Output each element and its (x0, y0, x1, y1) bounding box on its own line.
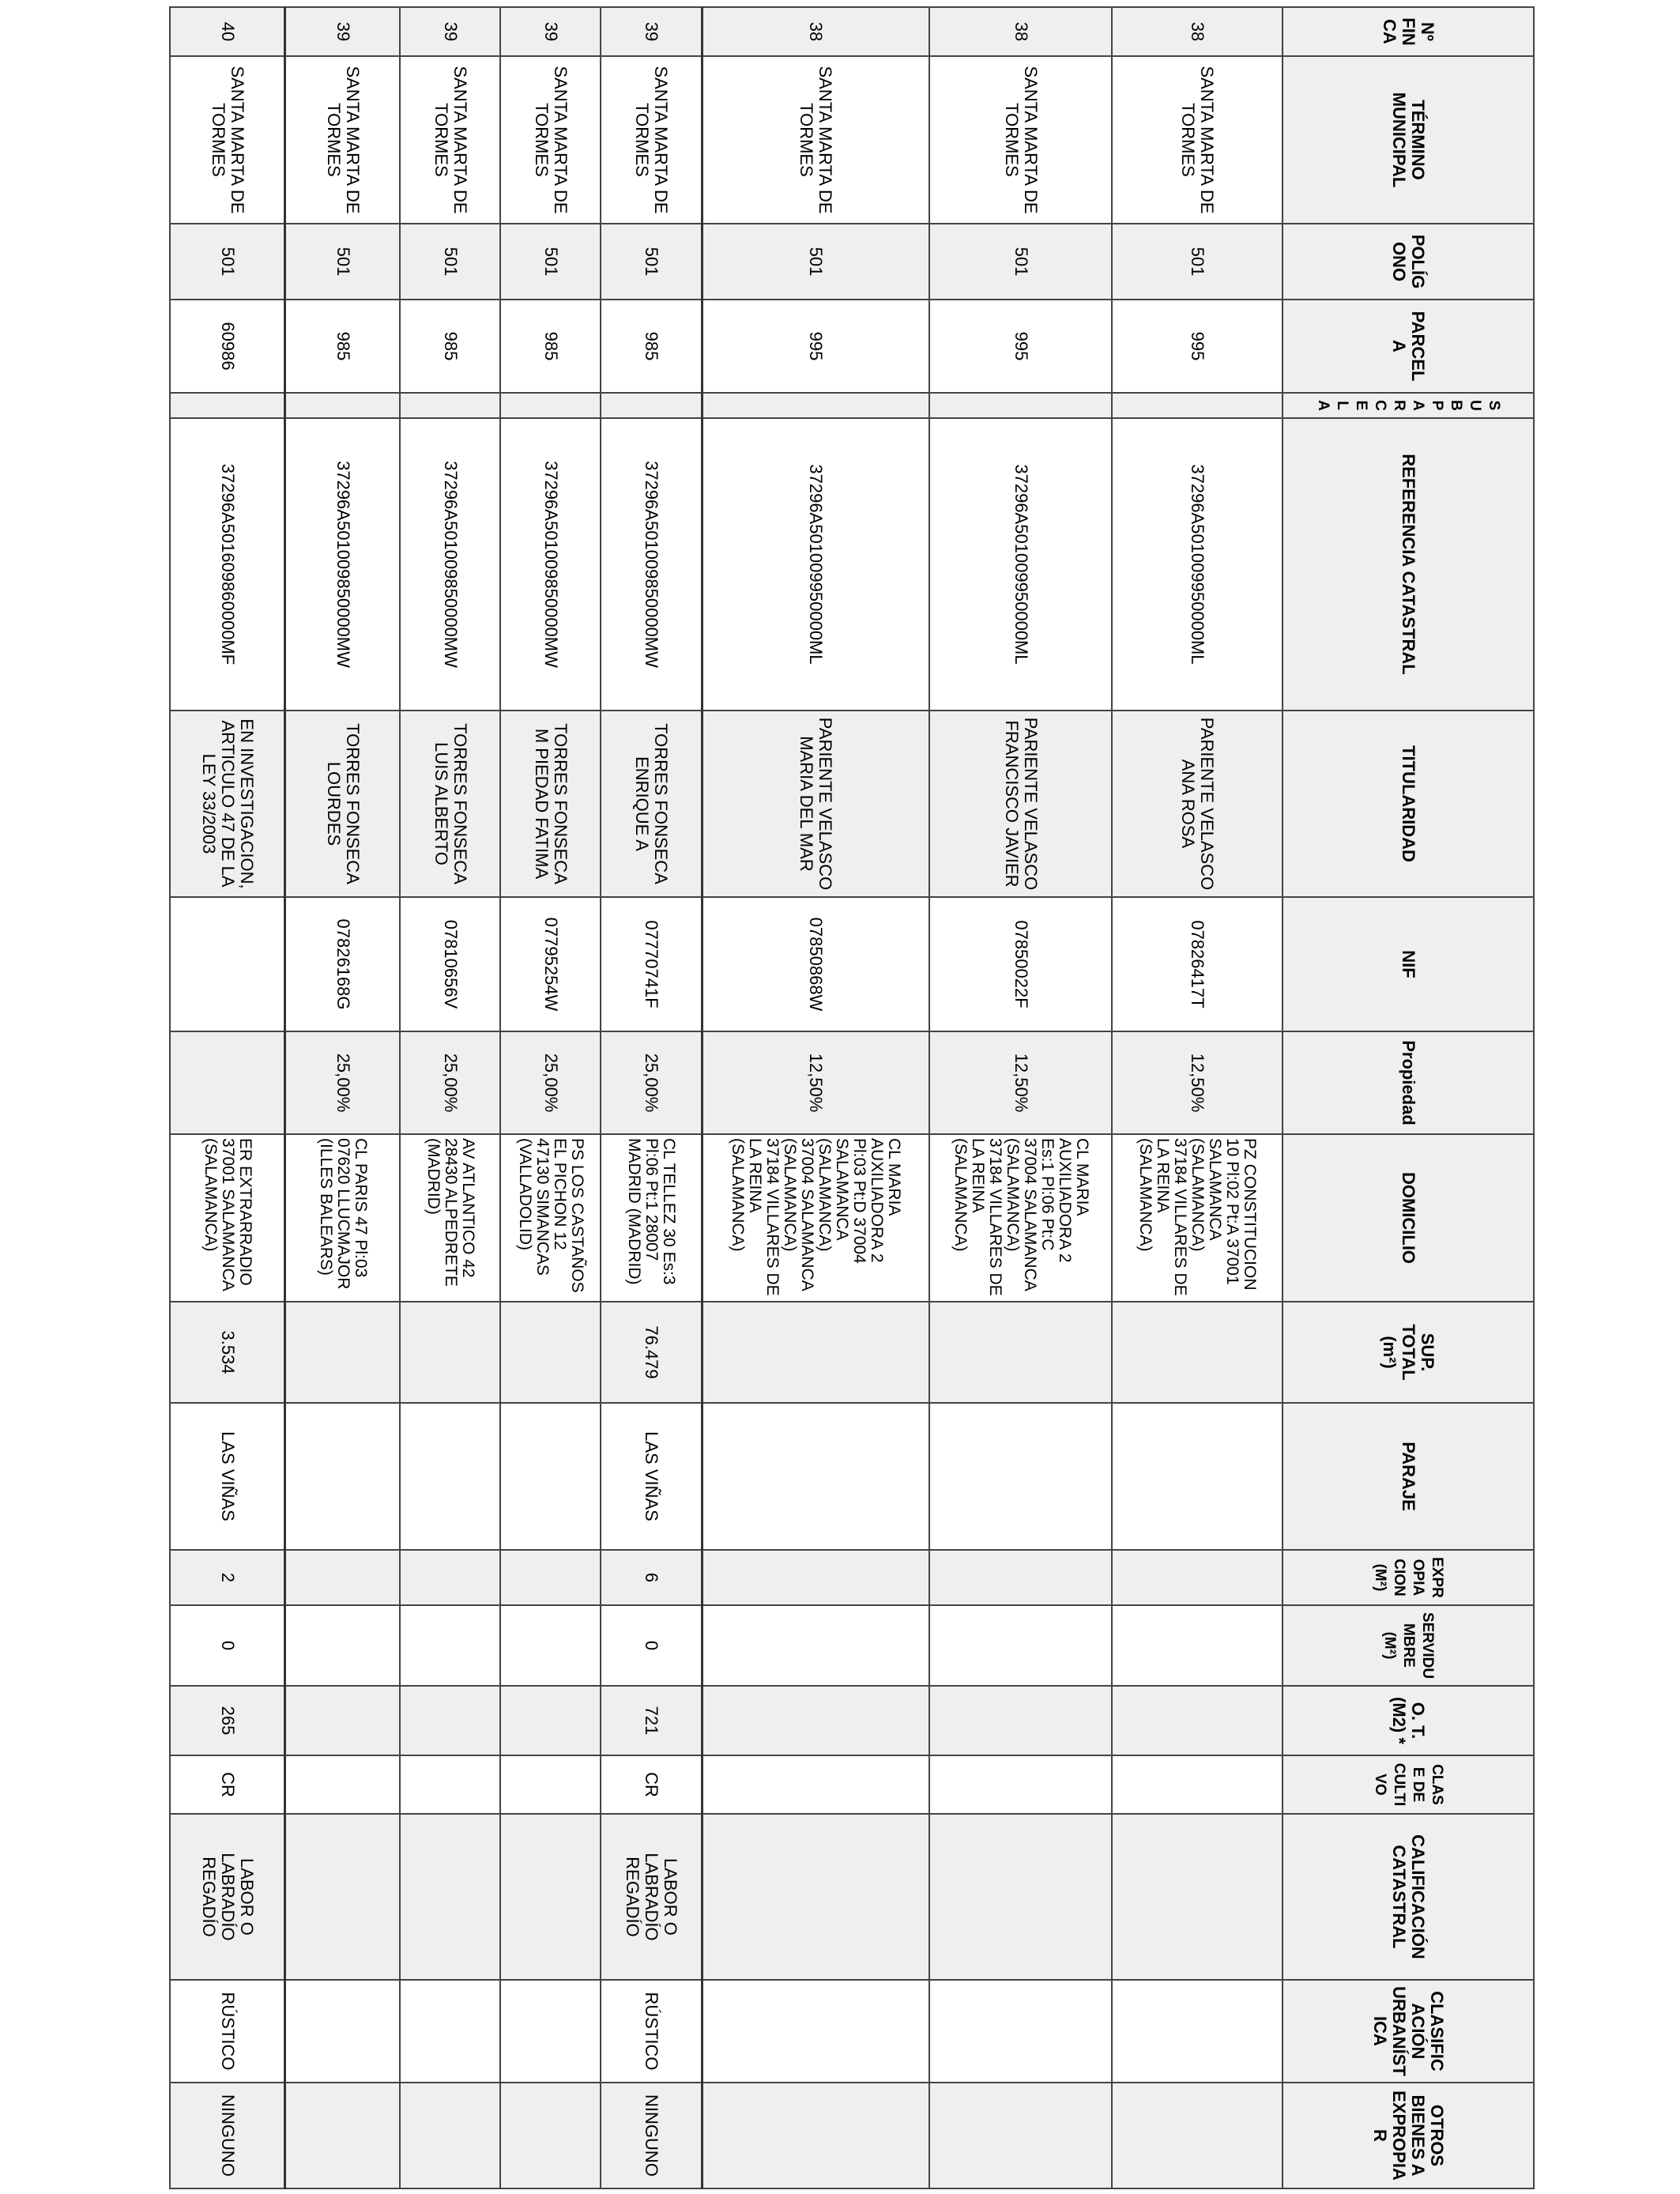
cell-clase-cultivo: CR (170, 1755, 285, 1814)
cell-termino: SANTA MARTA DE TORMES (929, 56, 1112, 224)
cell-paraje (929, 1403, 1112, 1550)
cell-servidumbre: 0 (601, 1605, 702, 1686)
cell-servidumbre: 0 (170, 1605, 285, 1686)
cell-clasificacion (285, 1980, 401, 2083)
cell-subparcela (601, 393, 702, 418)
cell-clasificacion (500, 1980, 601, 2083)
header-subparcela: SUBPARCELA (1283, 393, 1534, 418)
cell-calificacion (500, 1814, 601, 1980)
cell-propiedad: 25,00% (285, 1031, 401, 1134)
cell-otros-bienes (500, 2083, 601, 2188)
cell-finca: 38 (702, 7, 929, 56)
cell-clasificacion: RÚSTICO (601, 1980, 702, 2083)
cell-poligono: 501 (500, 224, 601, 300)
cell-poligono: 501 (702, 224, 929, 300)
cell-referencia: 37296A501009950000ML (929, 418, 1112, 711)
cell-expropiacion (500, 1550, 601, 1605)
table-row (400, 7, 500, 2188)
cell-expropiacion: 6 (601, 1550, 702, 1605)
cell-propiedad: 12,50% (1112, 1031, 1283, 1134)
cell-clase-cultivo: CR (601, 1755, 702, 1814)
cell-nif: 07850022F (929, 897, 1112, 1031)
cell-titularidad: TORRES FONSECA ENRIQUE A (601, 711, 702, 897)
cell-termino: SANTA MARTA DE TORMES (285, 56, 401, 224)
cell-sup-total (400, 1302, 500, 1403)
header-sup-total: SUP. TOTAL (m²) (1283, 1302, 1534, 1403)
cell-clase-cultivo (1112, 1755, 1283, 1814)
cell-termino: SANTA MARTA DE TORMES (170, 56, 285, 224)
table-row (170, 7, 285, 2188)
cell-referencia: 37296A501009850000MW (400, 418, 500, 711)
cell-poligono: 501 (285, 224, 401, 300)
expropiation-table (169, 6, 1535, 2189)
cell-otros-bienes (285, 2083, 401, 2188)
cell-domicilio: CL MARIA AUXILIADORA 2 Pl:03 Pt:D 37004 SALAMANCA (SALAMANCA) 37004 SALAMANCA (SALAMANCA) 37184 VILLARES DE LA REINA (SALAMANCA) (702, 1134, 929, 1302)
header-otros-bienes: OTROS BIENES A EXPROPIAR (1283, 2083, 1534, 2188)
cell-subparcela (702, 393, 929, 418)
cell-ot (702, 1686, 929, 1755)
header-servidumbre: SERVIDUMBRE (M²) (1283, 1605, 1534, 1686)
cell-sup-total (1112, 1302, 1283, 1403)
cell-ot: 265 (170, 1686, 285, 1755)
table-row (702, 7, 929, 2188)
table-body (170, 7, 1534, 2188)
cell-ot (285, 1686, 401, 1755)
cell-nif: 07810656V (400, 897, 500, 1031)
cell-referencia: 37296A501009850000MW (601, 418, 702, 711)
cell-paraje (1112, 1403, 1283, 1550)
cell-subparcela (170, 393, 285, 418)
cell-propiedad (170, 1031, 285, 1134)
cell-expropiacion: 2 (170, 1550, 285, 1605)
header-titularidad: TITULARIDAD (1283, 711, 1534, 897)
cell-clase-cultivo (702, 1755, 929, 1814)
table-row (500, 7, 601, 2188)
cell-finca: 40 (170, 7, 285, 56)
cell-ot (400, 1686, 500, 1755)
cell-propiedad: 12,50% (702, 1031, 929, 1134)
cell-paraje (400, 1403, 500, 1550)
header-clase-cultivo: CLASE DE CULTIVO (1283, 1755, 1534, 1814)
table-row (929, 7, 1112, 2188)
cell-clase-cultivo (929, 1755, 1112, 1814)
cell-subparcela (500, 393, 601, 418)
table-row (1112, 7, 1283, 2188)
cell-paraje: LAS VIÑAS (601, 1403, 702, 1550)
cell-titularidad: TORRES FONSECA LOURDES (285, 711, 401, 897)
header-clasificacion: CLASIFICACIÓN URBANÍSTICA (1283, 1980, 1534, 2083)
cell-sup-total (500, 1302, 601, 1403)
cell-sup-total (285, 1302, 401, 1403)
cell-subparcela (285, 393, 401, 418)
cell-referencia: 37296A501009950000ML (702, 418, 929, 711)
cell-otros-bienes: NINGUNO (170, 2083, 285, 2188)
cell-nif: 07826168G (285, 897, 401, 1031)
cell-otros-bienes (702, 2083, 929, 2188)
cell-servidumbre (929, 1605, 1112, 1686)
cell-poligono: 501 (601, 224, 702, 300)
table-row (285, 7, 401, 2188)
cell-domicilio: CL MARIA AUXILIADORA 2 Es:1 Pl:06 Pt:C 37004 SALAMANCA (SALAMANCA) 37184 VILLARES DE LA REINA (SALAMANCA) (929, 1134, 1112, 1302)
cell-servidumbre (1112, 1605, 1283, 1686)
cell-otros-bienes: NINGUNO (601, 2083, 702, 2188)
header-row (1283, 7, 1534, 2188)
cell-expropiacion (702, 1550, 929, 1605)
cell-poligono: 501 (929, 224, 1112, 300)
header-expropiacion: EXPROPIACION (M²) (1283, 1550, 1534, 1605)
cell-expropiacion (285, 1550, 401, 1605)
cell-termino: SANTA MARTA DE TORMES (601, 56, 702, 224)
cell-clasificacion: RÚSTICO (170, 1980, 285, 2083)
cell-ot (1112, 1686, 1283, 1755)
cell-finca: 39 (500, 7, 601, 56)
cell-parcela: 985 (601, 300, 702, 393)
cell-domicilio: ER EXTRARRADIO 37001 SALAMANCA (SALAMANCA) (170, 1134, 285, 1302)
cell-termino: SANTA MARTA DE TORMES (1112, 56, 1283, 224)
cell-termino: SANTA MARTA DE TORMES (400, 56, 500, 224)
cell-subparcela (1112, 393, 1283, 418)
cell-subparcela (929, 393, 1112, 418)
header-parcela: PARCELA (1283, 300, 1534, 393)
cell-nif: 07770741F (601, 897, 702, 1031)
header-nif: NIF (1283, 897, 1534, 1031)
cell-domicilio: PS LOS CASTAÑOS EL PICHON 12 47130 SIMANCAS (VALLADOLID) (500, 1134, 601, 1302)
cell-referencia: 37296A501609860000MF (170, 418, 285, 711)
cell-domicilio: PZ CONSTITUCION 10 Pl:02 Pt:A 37001 SALAMANCA (SALAMANCA) 37184 VILLARES DE LA REINA (SALAMANCA) (1112, 1134, 1283, 1302)
cell-termino: SANTA MARTA DE TORMES (702, 56, 929, 224)
cell-otros-bienes (929, 2083, 1112, 2188)
header-poligono: POLÍGONO (1283, 224, 1534, 300)
cell-referencia: 37296A501009850000MW (500, 418, 601, 711)
cell-calificacion: LABOR O LABRADÍO REGADÍO (170, 1814, 285, 1980)
cell-titularidad: PARIENTE VELASCO ANA ROSA (1112, 711, 1283, 897)
cell-sup-total (702, 1302, 929, 1403)
cell-poligono: 501 (1112, 224, 1283, 300)
cell-titularidad: PARIENTE VELASCO MARIA DEL MAR (702, 711, 929, 897)
cell-calificacion (1112, 1814, 1283, 1980)
cell-finca: 39 (601, 7, 702, 56)
cell-propiedad: 25,00% (400, 1031, 500, 1134)
cell-paraje (702, 1403, 929, 1550)
header-paraje: PARAJE (1283, 1403, 1534, 1550)
cell-clasificacion (400, 1980, 500, 2083)
cell-nif: 07795254W (500, 897, 601, 1031)
cell-ot (500, 1686, 601, 1755)
cell-servidumbre (400, 1605, 500, 1686)
cell-parcela: 995 (702, 300, 929, 393)
header-propiedad: Propiedad (1283, 1031, 1534, 1134)
cell-subparcela (400, 393, 500, 418)
cell-domicilio: AV ATLANTICO 42 28430 ALPEDRETE (MADRID) (400, 1134, 500, 1302)
cell-calificacion (702, 1814, 929, 1980)
cell-sup-total (929, 1302, 1112, 1403)
cell-clase-cultivo (500, 1755, 601, 1814)
cell-expropiacion (929, 1550, 1112, 1605)
cell-servidumbre (500, 1605, 601, 1686)
cell-paraje (500, 1403, 601, 1550)
cell-calificacion (285, 1814, 401, 1980)
cell-ot (929, 1686, 1112, 1755)
cell-finca: 39 (400, 7, 500, 56)
cell-clasificacion (929, 1980, 1112, 2083)
cell-parcela: 985 (400, 300, 500, 393)
cell-calificacion: LABOR O LABRADÍO REGADÍO (601, 1814, 702, 1980)
cell-clasificacion (1112, 1980, 1283, 2083)
cell-expropiacion (1112, 1550, 1283, 1605)
header-finca: Nº FINCA (1283, 7, 1534, 56)
cell-ot: 721 (601, 1686, 702, 1755)
cell-referencia: 37296A501009950000ML (1112, 418, 1283, 711)
cell-finca: 38 (1112, 7, 1283, 56)
cell-domicilio: CL TELLEZ 30 Es:3 Pl:06 Pt:1 28007 MADRID (MADRID) (601, 1134, 702, 1302)
cell-clasificacion (702, 1980, 929, 2083)
cell-clase-cultivo (285, 1755, 401, 1814)
cell-clase-cultivo (400, 1755, 500, 1814)
cell-termino: SANTA MARTA DE TORMES (500, 56, 601, 224)
cell-paraje (285, 1403, 401, 1550)
header-referencia: REFERENCIA CATASTRAL (1283, 418, 1534, 711)
cell-parcela: 60986 (170, 300, 285, 393)
cell-domicilio: CL PARIS 47 Pl:03 07620 LLUCMAJOR (ILLES BALEARS) (285, 1134, 401, 1302)
cell-calificacion (400, 1814, 500, 1980)
cell-propiedad: 25,00% (500, 1031, 601, 1134)
cell-parcela: 985 (285, 300, 401, 393)
header-calificacion: CALIFICACIÓN CATASTRAL (1283, 1814, 1534, 1980)
table-row (601, 7, 702, 2188)
cell-nif: 07850868W (702, 897, 929, 1031)
cell-titularidad: EN INVESTIGACION, ARTICULO 47 DE LA LEY 33/2003 (170, 711, 285, 897)
cell-servidumbre (702, 1605, 929, 1686)
cell-finca: 39 (285, 7, 401, 56)
header-termino: TÉRMINO MUNICIPAL (1283, 56, 1534, 224)
header-domicilio: DOMICILIO (1283, 1134, 1534, 1302)
cell-propiedad: 12,50% (929, 1031, 1112, 1134)
cell-sup-total: 76.479 (601, 1302, 702, 1403)
cell-otros-bienes (1112, 2083, 1283, 2188)
cell-parcela: 985 (500, 300, 601, 393)
cell-calificacion (929, 1814, 1112, 1980)
cell-paraje: LAS VIÑAS (170, 1403, 285, 1550)
cell-otros-bienes (400, 2083, 500, 2188)
header-ot: O. T. (M2) * (1283, 1686, 1534, 1755)
cell-titularidad: PARIENTE VELASCO FRANCISCO JAVIER (929, 711, 1112, 897)
cell-titularidad: TORRES FONSECA M PIEDAD FATIMA (500, 711, 601, 897)
cell-servidumbre (285, 1605, 401, 1686)
cell-poligono: 501 (400, 224, 500, 300)
cell-finca: 38 (929, 7, 1112, 56)
cell-referencia: 37296A501009850000MW (285, 418, 401, 711)
cell-parcela: 995 (1112, 300, 1283, 393)
cell-parcela: 995 (929, 300, 1112, 393)
cell-poligono: 501 (170, 224, 285, 300)
cell-expropiacion (400, 1550, 500, 1605)
cell-propiedad: 25,00% (601, 1031, 702, 1134)
cell-nif (170, 897, 285, 1031)
cell-nif: 07826417T (1112, 897, 1283, 1031)
cell-titularidad: TORRES FONSECA LUIS ALBERTO (400, 711, 500, 897)
cell-sup-total: 3.534 (170, 1302, 285, 1403)
